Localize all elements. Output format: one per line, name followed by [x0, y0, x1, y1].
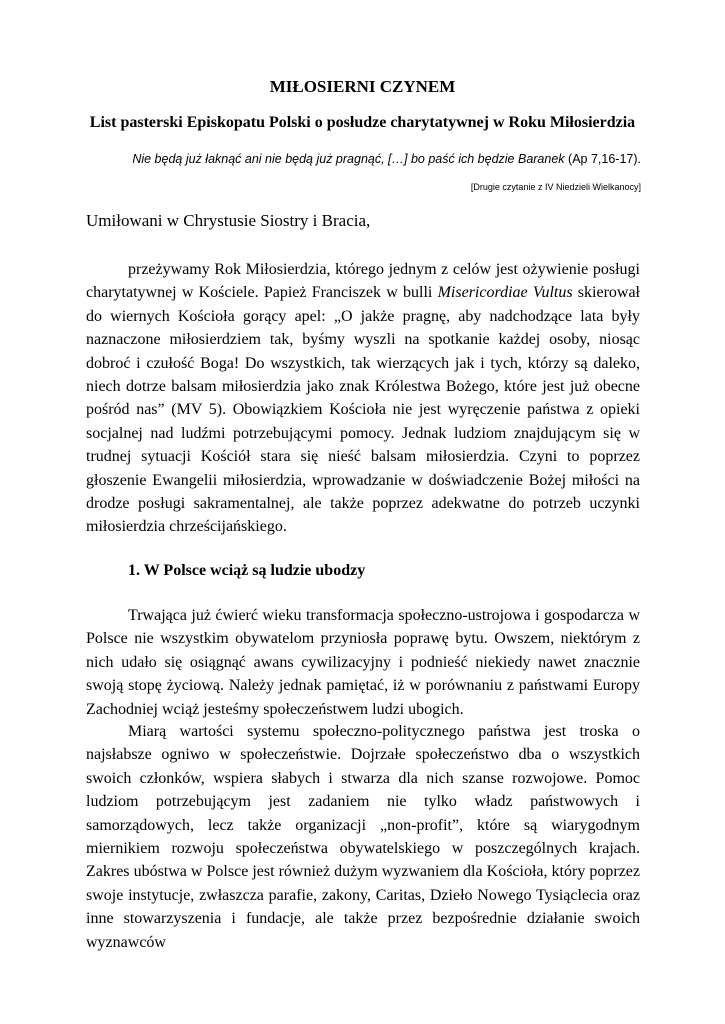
epigraph-quote: Nie będą już łaknąć ani nie będą już pragnąć, […] bo paść ich będzie Baranek: [132, 152, 565, 166]
epigraph: [132, 150, 641, 168]
source-note: [Drugie czytanie z IV Niedzieli Wielkanocy]: [470, 182, 641, 192]
paragraph-1: [86, 258, 640, 539]
greeting: Umiłowani w Chrystusie Siostry i Bracia,: [86, 211, 371, 230]
paragraph-2: Trwająca już ćwierć wieku transformacja społeczno-ustrojowa i gospodarcza w Polsce nie wszystkim obywatelom przyniosła poprawę bytu. Owszem, niektórym z nich udało się osiągnąć awans cywilizacyjny i podnieść niekiedy nawet znacznie swoją stopę życiową. Należy jednak pamiętać, iż w porównaniu z państwami Europy Zachodniej wciąż jesteśmy społeczeństwem ludzi ubogich.: [86, 607, 640, 718]
bull-title: Misericordiae Vultus: [437, 284, 573, 302]
paragraph-1-part-1: przeżywamy Rok Miłosierdzia, którego jednym z celów jest ożywienie posługi charytatywnej w Kościele. Papież Franciszek w bulli: [86, 261, 640, 302]
document-title: MIŁOSIERNI CZYNEM: [269, 77, 456, 96]
section-1-heading: 1. W Polsce wciąż są ludzie ubodzy: [128, 562, 366, 579]
document-subtitle: List pasterski Episkopatu Polski o posłudze charytatywnej w Roku Miłosierdzia: [89, 114, 636, 131]
paragraph-3: Miarą wartości systemu społeczno-politycznego państwa jest troska o najsłabsze ogniwo w społeczeństwie. Dojrzałe społeczeństwo dba o wszystkich swoich członków, wspiera słabych i stwarza dla nich szanse rozwojowe. Pomoc ludziom potrzebującym jest zadaniem nie tylko władz państwowych i samorządowych, lecz także organizacji „non-profit”, które są wiarygodnym miernikiem rozwoju społeczeństwa obywatelskiego w poszczególnych krajach. Zakres ubóstwa w Polsce jest również dużym wyzwaniem dla Kościoła, który poprzez swoje instytucje, zwłaszcza parafie, zakony, Caritas, Dzieło Nowego Tysiąclecia oraz inne stowarzyszenia i fundacje, ale także przez bezpośrednie działanie swoich wyznawców: [86, 723, 640, 951]
paragraph-1-part-2: skierował do wiernych Kościoła gorący apel: „O jakże pragnę, aby nadchodzące lata były naznaczone miłosierdziem tak, byśmy wyszli na spotkanie każdej osoby, niosąc dobroć i czułość Boga! Do wszystkich, tak wierzących jak i tych, którzy są daleko, niech dotrze balsam miłosierdzia jako znak Królestwa Bożego, które jest już obecne pośród nas” (MV 5). Obowiązkiem Kościoła nie jest wyręczenie państwa z opieki socjalnej nad ludźmi potrzebującymi pomocy. Jednak ludziom znajdującym się w trudnej sytuacji Kościół stara się nieść balsam miłosierdzia. Czyni to poprzez głoszenie Ewangelii miłosierdzia, wprowadzanie w doświadczenie Bożej miłości na drodze posługi sakramentalnej, ale także poprzez adekwatne do potrzeb uczynki miłosierdzia chrześcijańskiego.: [86, 284, 641, 536]
epigraph-reference: (Ap 7,16-17).: [568, 152, 641, 166]
